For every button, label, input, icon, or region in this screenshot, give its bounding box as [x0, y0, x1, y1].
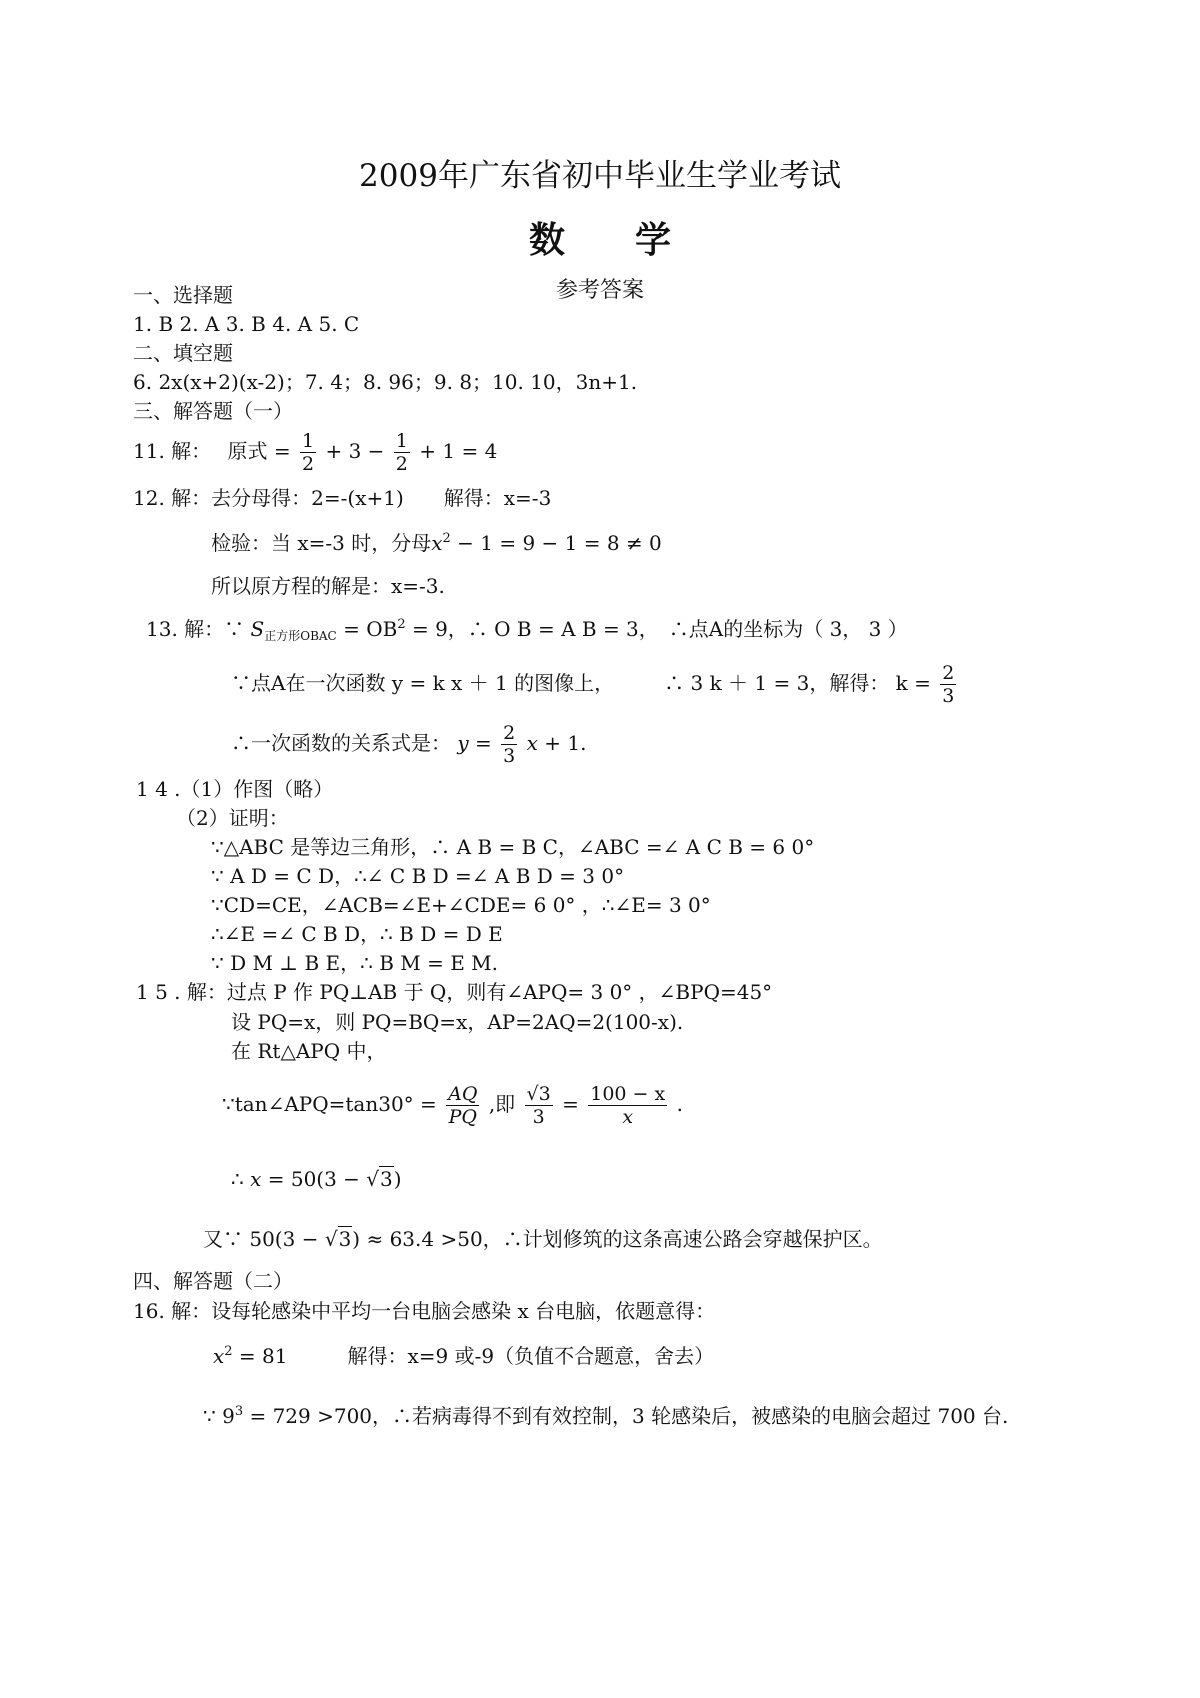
q15-sqrt-3: √3	[366, 1167, 393, 1191]
section-solve-1-heading: 三、解答题（一）	[133, 399, 293, 423]
q15-line-6: 又∵ 50(3 − √3) ≈ 63.4 >50，∴计划修筑的这条高速公路会穿越保护区。	[203, 1227, 883, 1251]
q12-line-2: 检验：当 x=-3 时，分母$x^2 - 1 = 9 - 1 = 8 \ne 0$	[211, 531, 662, 555]
q16-line-1: 16. 解：设每轮感染中平均一台电脑会感染 x 台电脑，依题意得：	[133, 1299, 716, 1323]
q11-expr-c: + 1 = 4	[419, 439, 498, 463]
answer-heading: 参考答案	[555, 278, 644, 303]
q15-line-4: ∵tan∠APQ=tan30° = $\frac{AQ}{PQ}$ ,即 $\frac{√3}{3}$ = $\frac{100 - x}{x}$ .	[222, 1083, 683, 1128]
q11-expr-a: 原式 =	[227, 439, 291, 463]
q16-line-3: ∵ $9^3 = 729 >700$，∴若病毒得不到有效控制，3 轮感染后，被感染的电脑会超过 700 台.	[203, 1404, 1009, 1428]
section-fill-heading: 二、填空题	[133, 341, 233, 365]
q14-line-3: ∵△ABC 是等边三角形，∴ A B = B C，∠ABC =∠ A C B = 6 0°	[211, 835, 815, 859]
q14-line-6: ∴∠E =∠ C B D，∴ B D = D E	[211, 922, 503, 946]
q15-tan-fraction: $\frac{AQ}{PQ}$	[448, 1083, 478, 1128]
q15-line-1: 1 5 . 解：过点 P 作 PQ⊥AB 于 Q，则有∠APQ= 3 0° ，∠BPQ=45°	[136, 980, 773, 1004]
choice-answers: 1. B 2. A 3. B 4. A 5. C	[133, 312, 360, 336]
page-title: 2009年广东省初中毕业生学业考试	[359, 158, 841, 194]
q14-line-5: ∵CD=CE，∠ACB=∠E+∠CDE= 6 0° ，∴∠E= 3 0°	[211, 893, 711, 917]
fill-answers: 6. 2x(x+2)(x-2)；7. 4；8. 96；9. 8；10. 10，3n+1.	[133, 370, 638, 394]
section-choice-heading: 一、选择题	[133, 283, 233, 307]
q15-line-5: ∴ x = 50(3 − √3)	[231, 1167, 402, 1191]
q11-expr-b: + 3 −	[325, 439, 385, 463]
section-solve-2-heading: 四、解答题（二）	[133, 1269, 293, 1293]
q15-x-fraction: $\frac{100 - x}{x}$	[590, 1083, 666, 1128]
q14-line-7: ∵ D M ⊥ B E，∴ B M = E M.	[211, 951, 499, 975]
q15-line-2: 设 PQ=x，则 PQ=BQ=x，AP=2AQ=2(100-x).	[231, 1010, 684, 1034]
q11-label: 11. 解：	[133, 439, 212, 463]
q14-line-2: （2）证明：	[176, 806, 289, 830]
subject-title: 数学	[528, 219, 741, 261]
q13-line-3: ∴一次函数的关系式是： y = $\frac{2}{3}$ x + 1.	[231, 722, 587, 767]
q11-solution	[133, 430, 497, 475]
q12-line-1: 12. 解：去分母得：2=-(x+1) 解得：x=-3	[133, 486, 552, 510]
q15-line-3: 在 Rt△APQ 中，	[231, 1039, 387, 1063]
q16-line-2: $x^2 = 81$ 解得：x=9 或-9（负值不合题意，舍去）	[213, 1344, 715, 1368]
q13-slope-fraction: $\frac{2}{3}$	[503, 722, 516, 767]
q13-line-1: 13. 解：∵ $S_{正方形OBAC} = OB^2 = 9$，∴ O B = A B = 3， ∴点A的坐标为（ 3， 3 ）	[146, 617, 908, 643]
q12-line-3: 所以原方程的解是：x=-3.	[211, 574, 445, 598]
q15-sqrt-3b: √3	[324, 1227, 352, 1251]
q15-root-fraction: $\frac{√3}{3}$	[526, 1083, 551, 1128]
q11-fraction-2: $\frac{1}{2}$	[395, 430, 408, 475]
q14-line-1: 1 4 .（1）作图（略）	[136, 777, 334, 801]
q13-k-fraction: $\frac{2}{3}$	[942, 662, 955, 707]
q11-fraction-1: $\frac{1}{2}$	[302, 430, 315, 475]
q13-line-2: ∵点A在一次函数 y = k x ＋ 1 的图像上， ∴ 3 k ＋ 1 = 3，解得： k = $\frac{2}{3}$	[231, 662, 955, 707]
q14-line-4: ∵ A D = C D，∴∠ C B D =∠ A B D = 3 0°	[211, 864, 625, 888]
